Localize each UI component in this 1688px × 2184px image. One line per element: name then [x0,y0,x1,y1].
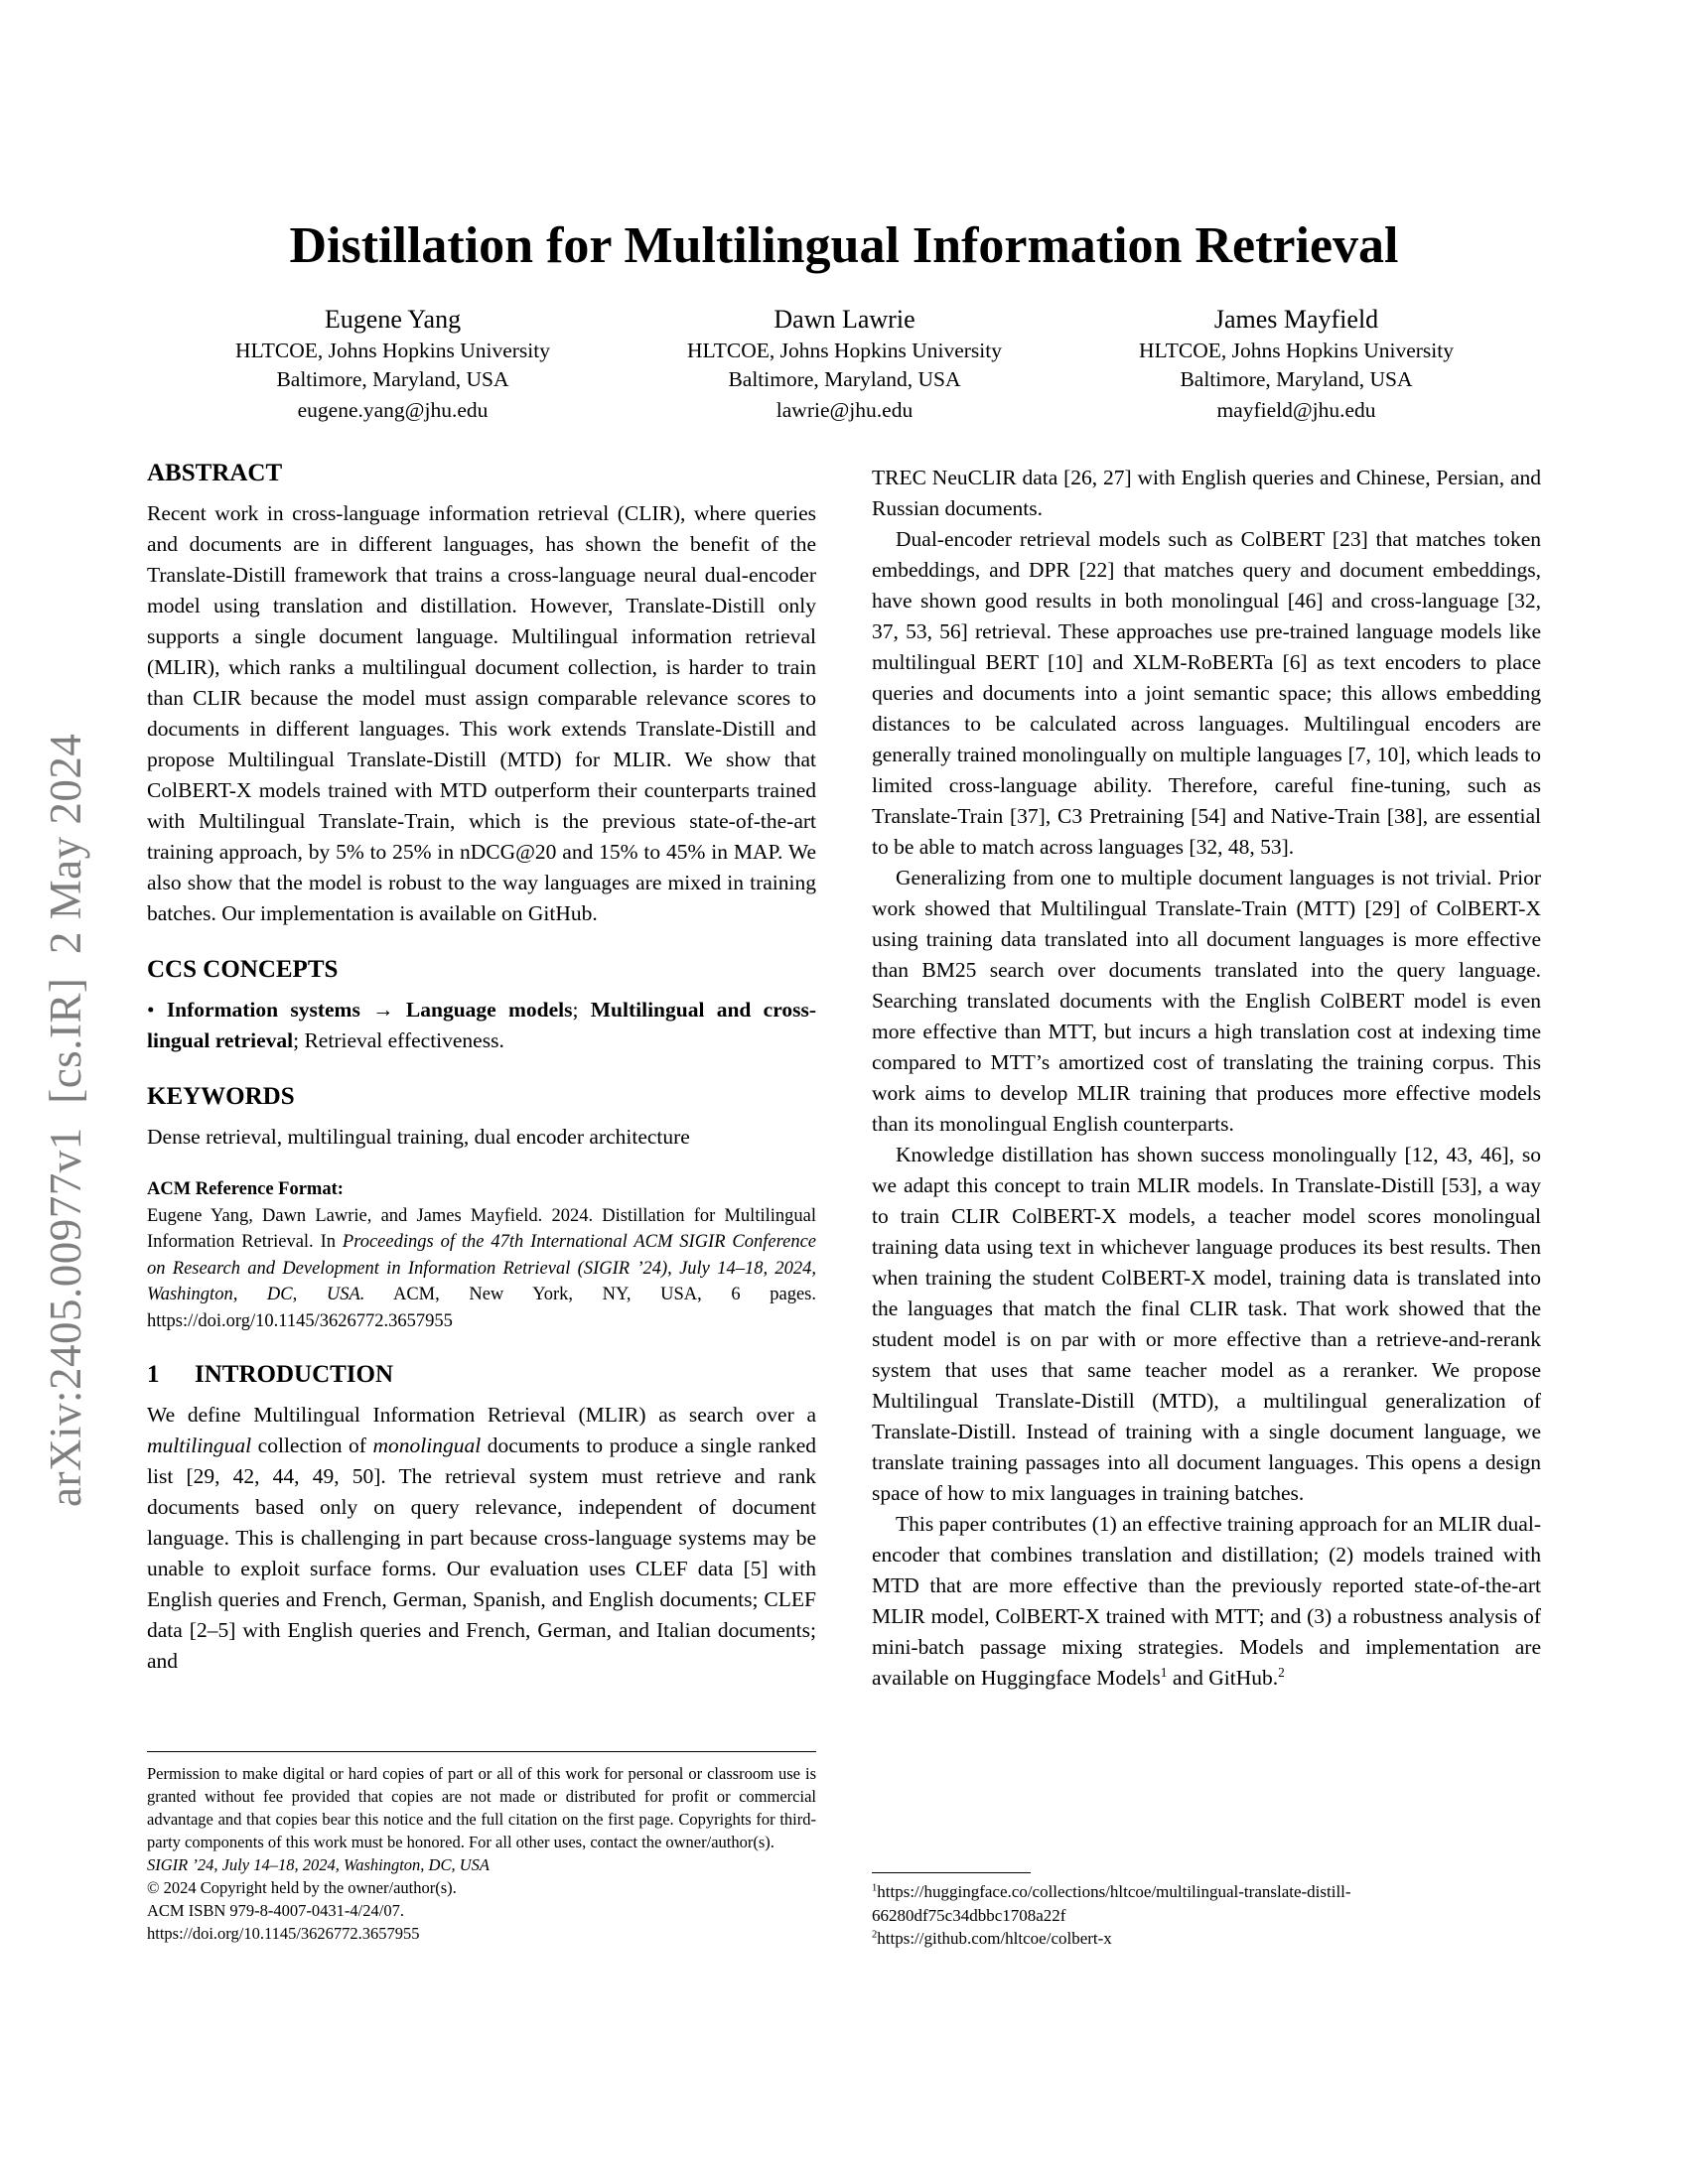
author-block [167,303,619,425]
author-name: Dawn Lawrie [774,305,915,334]
left-column [147,459,816,1677]
author-affiliation: HLTCOE, Johns Hopkins University [235,339,550,362]
venue-line: SIGIR ’24, July 14–18, 2024, Washington, DC, USA [147,1855,490,1874]
author-name: James Mayfield [1213,305,1379,334]
ccs-concept-2: Multilingual and cross-lingual retrieval [147,998,817,1052]
footnote-marker-2[interactable]: 2 [1278,1664,1285,1680]
doi-link[interactable]: https://doi.org/10.1145/3626772.3657955 [147,1924,420,1943]
ccs-tail: ; Retrieval effectiveness. [293,1028,504,1052]
body-paragraph [872,1509,1541,1694]
acm-reference-publisher: ACM, New York, NY, USA, 6 pages. [364,1285,816,1304]
footnote-number: 2 [872,1929,878,1941]
introduction-paragraph [147,1400,816,1677]
author-location: Baltimore, Maryland, USA [1180,367,1413,391]
copyright-block [147,1751,816,1945]
footnote-marker-1[interactable]: 1 [1160,1664,1168,1680]
body-paragraph: TREC NeuCLIR data [26, 27] with English queries and Chinese, Persian, and Russian documents. [872,466,1541,520]
isbn-line: ACM ISBN 979-8-4007-0431-4/24/07. [147,1901,404,1920]
author-location: Baltimore, Maryland, USA [728,367,961,391]
section-title: INTRODUCTION [195,1361,394,1388]
author-block [619,303,1070,425]
ccs-arrow: → [372,998,394,1022]
permission-text: Permission to make digital or hard copies of part or all of this work for personal or classroom use is granted without fee provided that copies are not made or distributed for profit or commercial advantage and that copies bear this notice and the full citation on the first page. Copyrights for third-party components of this work must be honored. For all other uses, contact the owner/author(s). [147,1764,816,1851]
keywords-text: Dense retrieval, multilingual training, dual encoder architecture [147,1125,690,1149]
body-paragraph: Dual-encoder retrieval models such as ColBERT [23] that matches token embeddings, and DPR [22] that matches query and document embeddings, have shown good results in both monolingual [46] and cross-language [32, 37, 53, 56] retrieval. These approaches use pre-trained language models like multilingual BERT [10] and XLM-RoBERTa [6] as text encoders to place queries and documents into a joint semantic space; this allows embedding distances to be calculated across languages. Multilingual encoders are generally trained monolingually on multiple languages [7, 10], which leads to limited cross-language ability. Therefore, careful fine-tuning, such as Translate-Train [37], C3 Pretraining [54] and Native-Train [38], are essential to be able to match across languages [32, 48, 53]. [872,527,1541,859]
body-paragraph: Generalizing from one to multiple document languages is not trivial. Prior work showed that Multilingual Translate-Train (MTT) [29] of ColBERT-X using training data translated into all document languages is more effective than BM25 search over documents translated into the query language. Searching translated documents with the English ColBERT model is even more effective than MTT, but incurs a high translation cost at indexing time compared to MTT’s amortized cost of translating the training corpus. This work aims to develop MLIR training that produces more effective models than its monolingual English counterparts. [872,866,1541,1136]
author-email[interactable]: lawrie@jhu.edu [775,398,914,422]
footnote-link[interactable]: https://huggingface.co/collections/hltcoe/multilingual-translate-distill-66280df75c34dbbc1708a22f [872,1882,1351,1925]
abstract-heading: ABSTRACT [147,460,283,486]
intro-italic-multilingual: multilingual [147,1433,252,1457]
paper-title: Distillation for Multilingual Information Retrieval [289,217,1399,274]
authors-row [167,303,1522,425]
body-paragraph: Knowledge distillation has shown success monolingually [12, 43, 46], so we adapt this concept to train MLIR models. In Translate-Distill [53], a way to train CLIR ColBERT-X models, a teacher model scores monolingual training data using text in whichever language produces its best results. Then when training the student ColBERT-X model, training data is translated into the languages that match the final CLIR task. That work showed that the student model is on par with or more effective than a retrieve-and-rerank system that uses that same teacher model as a reranker. We propose Multilingual Translate-Distill (MTD), a multilingual generalization of Translate-Distill. Instead of training with a single document language, we translate training passages into all document languages. This opens a design space of how to mix languages in training batches. [872,1143,1541,1505]
footnote-rule [872,1872,1031,1873]
ccs-separator: ; [572,998,591,1022]
footnote-item [872,1927,1541,1951]
section-number: 1 [147,1361,160,1388]
ccs-category: Information systems [166,998,360,1022]
arxiv-watermark: arXiv:2405.00977v1 [cs.IR] 2 May 2024 [41,733,90,1507]
contributions-text: This paper contributes (1) an effective training approach for an MLIR dual-encoder that combines translation and distillation; (2) models trained with MTD that are more effective than the previously reported state-of-the-art MLIR model, ColBERT-X trained with MTT; and (3) a robustness analysis of mini-batch passage mixing strategies. Models and implementation are available on Huggingface Models [872,1512,1541,1690]
ccs-concept-1: Language models [405,998,573,1022]
copyright-line: © 2024 Copyright held by the owner/author(s). [147,1878,457,1897]
acm-reference-text [147,1203,816,1335]
introduction-heading [147,1360,816,1390]
footnotes-block [872,1872,1541,1951]
copyright-rule [147,1751,816,1752]
footnote-link[interactable]: https://github.com/hltcoe/colbert-x [877,1929,1112,1948]
ccs-text [147,995,816,1056]
footnote-item [872,1880,1541,1927]
acm-reference-block [147,1176,816,1334]
author-location: Baltimore, Maryland, USA [276,367,509,391]
acm-reference-heading: ACM Reference Format: [147,1179,344,1199]
author-email[interactable]: eugene.yang@jhu.edu [297,398,489,422]
author-name: Eugene Yang [324,305,462,334]
intro-text-3: documents to produce a single ranked list [29, 42, 44, 49, 50]. The retrieval system must retrieve and rank documents based only on query relevance, independent of document language. This is challenging in part because cross-language systems may be unable to exploit surface forms. Our evaluation uses CLEF data [5] with English queries and French, German, Spanish, and English documents; CLEF data [2–5] with English queries and French, German, and Italian documents; and [147,1433,816,1673]
acm-reference-venue: Proceedings of the 47th International ACM SIGIR Conference on Research and Development in Information Retrieval (SIGIR ’24), July 14–18, 2024, Washington, DC, USA. [147,1232,816,1304]
author-affiliation: HLTCOE, Johns Hopkins University [1139,339,1454,362]
author-email[interactable]: mayfield@jhu.edu [1216,398,1376,422]
footnote-number: 1 [872,1882,878,1894]
intro-text-2: collection of [251,1433,373,1457]
acm-reference-authors: Eugene Yang, Dawn Lawrie, and James Mayfield. 2024. Distillation for Multilingual Information Retrieval. In [147,1205,816,1252]
intro-italic-monolingual: monolingual [372,1433,482,1457]
ccs-heading: CCS CONCEPTS [147,956,339,983]
contributions-text-2: and GitHub. [1167,1666,1279,1690]
abstract-text: Recent work in cross-language information retrieval (CLIR), where queries and documents are in different languages, has shown the benefit of the Translate-Distill framework that trains a cross-language neural dual-encoder model using translation and distillation. However, Translate-Distill only supports a single document language. Multilingual information retrieval (MLIR), which ranks a multilingual document collection, is harder to train than CLIR because the model must assign comparable relevance scores to documents in different languages. This work extends Translate-Distill and propose Multilingual Translate-Distill (MTD) for MLIR. We show that ColBERT-X models trained with MTD outperform their counterparts trained with Multilingual Translate-Train, which is the previous state-of-the-art training approach, by 5% to 25% in nDCG@20 and 15% to 45% in MAP. We also show that the model is robust to the way languages are mixed in training batches. Our implementation is available on GitHub. [147,501,816,925]
author-affiliation: HLTCOE, Johns Hopkins University [687,339,1002,362]
author-block [1070,303,1522,425]
keywords-heading: KEYWORDS [147,1083,295,1110]
acm-reference-doi-link[interactable]: https://doi.org/10.1145/3626772.3657955 [147,1310,453,1331]
ccs-bullet: • [147,998,155,1022]
right-column [872,463,1541,1694]
intro-text-1: We define Multilingual Information Retrieval (MLIR) as search over a [147,1403,816,1427]
